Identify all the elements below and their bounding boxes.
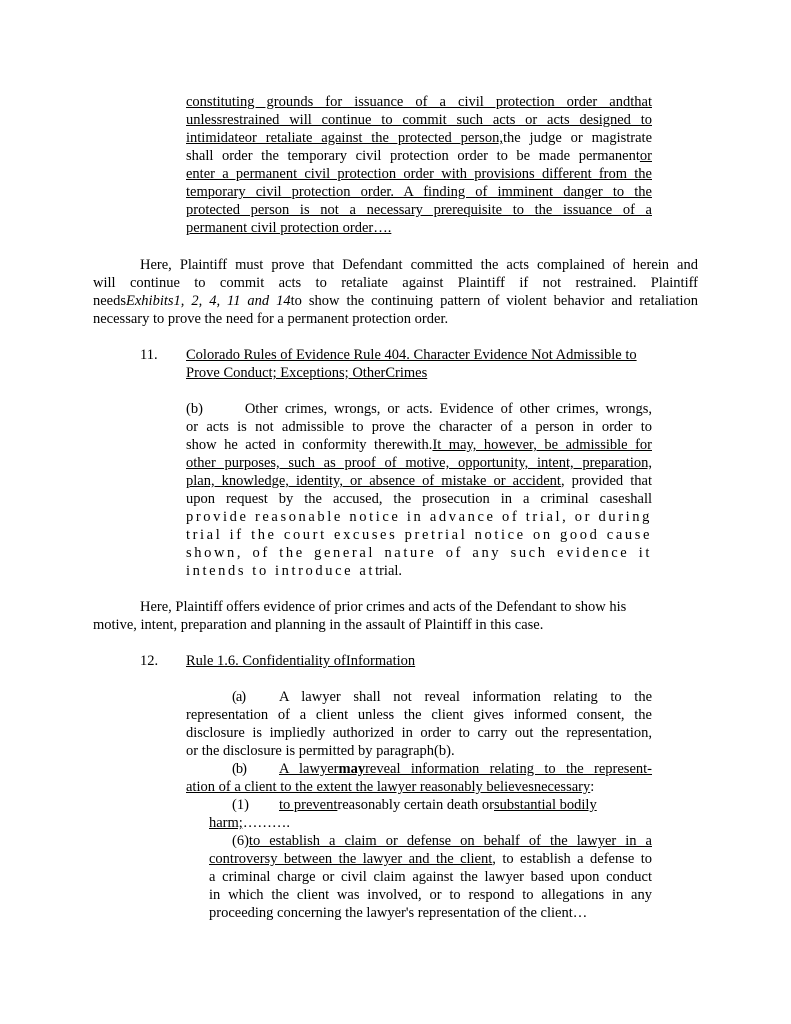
text-run: intends to introduce at	[186, 563, 376, 579]
paragraph-line: Here, Plaintiff offers evidence of prior crimes and acts of the Defendant to show his	[140, 599, 627, 615]
paragraph-line: Here, Plaintiff must prove that Defendant committed the acts complained of herein and	[140, 257, 698, 273]
text-run: trial.	[375, 563, 403, 579]
paragraph-line: motive, intent, preparation and planning in the assault of Plaintiff in this case.	[93, 617, 544, 633]
item-heading: Rule 1.6. Confidentiality ofInformation	[186, 653, 416, 669]
text-run: , provided that	[560, 473, 652, 489]
rule-quote-line: proceeding concerning the lawyer's representation of the client…	[209, 905, 588, 921]
text-run: show he acted in conformity therewith.	[186, 437, 433, 453]
item-heading: Colorado Rules of Evidence Rule 404. Character Evidence Not Admissible to	[186, 347, 637, 363]
text-run-underlined: controversy between the lawyer and the client	[209, 851, 493, 867]
text-run: :	[590, 779, 595, 795]
subsection-label: (1)	[232, 797, 249, 813]
item-number: 11.	[140, 347, 158, 363]
rule-quote-line: trial if the court excuses pretrial notice on good cause	[186, 527, 652, 543]
text-run: to show the continuing pattern of violent behavior and retaliation	[290, 293, 698, 309]
subsection-label: (6)	[232, 833, 249, 849]
text-run-underlined: to establish a claim or defense on behalf of the lawyer in a	[248, 833, 652, 849]
subsection-label: (b)	[232, 761, 246, 777]
rule-quote-line	[209, 850, 652, 868]
quote-line-underlined: or	[639, 148, 652, 164]
quote-line: constituting grounds for issuance of a civil protection order andthat	[186, 94, 652, 110]
quote-line: permanent civil protection order….	[186, 220, 392, 236]
quote-line-underlined: intimidateor retaliate against the protected person,	[186, 130, 503, 146]
rule-quote-line: or the disclosure is permitted by paragraph(b).	[186, 743, 455, 759]
quote-line: protected person is not a necessary prerequisite to the issuance of a	[186, 202, 652, 218]
paragraph-line	[93, 292, 698, 310]
quote-line: unlessrestrained will continue to commit such acts or acts designed to	[186, 112, 652, 128]
rule-quote-line	[186, 562, 402, 580]
quote-line-plain: the judge or magistrate	[502, 130, 652, 146]
text-run: A lawyer	[279, 761, 339, 777]
text-run: reasonably certain death or	[337, 797, 494, 813]
rule-quote-line: provide reasonable notice in advance of trial, or during	[186, 509, 652, 525]
rule-quote-line: A lawyer shall not reveal information relating to the	[279, 689, 652, 705]
text-run-underlined: It may, however, be admissible for	[432, 437, 652, 453]
rule-quote-line	[209, 814, 290, 832]
rule-quote-line: (b) Other crimes, wrongs, or acts. Evidence of other crimes, wrongs,	[186, 401, 652, 417]
text-run-underlined: plan, knowledge, identity, or absence of mistake or accident	[186, 473, 561, 489]
rule-quote-line	[186, 778, 594, 796]
rule-quote-line	[232, 832, 652, 850]
rule-quote-line: in which the client was involved, or to respond to allegations in any	[209, 887, 652, 903]
text-run: needs	[93, 293, 127, 309]
text-run-underlined: substantial bodily	[494, 797, 597, 813]
exhibit-reference: Exhibits1, 2, 4, 11 and 14	[126, 293, 291, 309]
rule-quote-line: a criminal charge or civil claim against the lawyer based upon conduct	[209, 869, 652, 885]
text-run-underlined: to prevent	[279, 797, 338, 813]
item-heading: Prove Conduct; Exceptions; OtherCrimes	[186, 365, 428, 381]
text-run-bold: may	[338, 761, 366, 777]
rule-quote-line	[279, 796, 597, 814]
rule-quote-line: other purposes, such as proof of motive, opportunity, intent, preparation,	[186, 455, 652, 471]
rule-quote-line: disclosure is impliedly authorized in order to carry out the representation,	[186, 725, 652, 741]
quote-line	[186, 147, 652, 165]
rule-quote-line: shown, of the general nature of any such evidence it	[186, 545, 652, 561]
quote-line-plain: shall order the temporary civil protection order to be made permanent	[186, 148, 640, 164]
rule-quote-line: upon request by the accused, the prosecution in a criminal caseshall	[186, 491, 652, 507]
text-run-underlined: ation of a client to the extent the lawyer reasonably believesnecessary	[186, 779, 591, 795]
quote-line: temporary civil protection order. A finding of imminent danger to the	[186, 184, 652, 200]
quote-line: enter a permanent civil protection order with provisions different from the	[186, 166, 652, 182]
item-number: 12.	[140, 653, 159, 669]
text-run-underlined: harm;	[209, 815, 243, 831]
quote-line	[186, 129, 652, 147]
subsection-label: (a)	[232, 689, 246, 705]
rule-quote-line	[186, 436, 652, 454]
text-run: ……….	[242, 815, 290, 831]
rule-quote-line: representation of a client unless the client gives informed consent, the	[186, 707, 652, 723]
paragraph-line: will continue to commit acts to retaliate against Plaintiff if not restrained. Plaintiff	[93, 275, 698, 291]
text-run: , to establish a defense to	[492, 851, 653, 867]
paragraph-line: necessary to prove the need for a permanent protection order.	[93, 311, 449, 327]
rule-quote-line	[279, 760, 652, 778]
rule-quote-line	[186, 472, 652, 490]
text-run: reveal information relating to the represent-	[365, 761, 652, 777]
rule-quote-line: or acts is not admissible to prove the character of a person in order to	[186, 419, 652, 435]
